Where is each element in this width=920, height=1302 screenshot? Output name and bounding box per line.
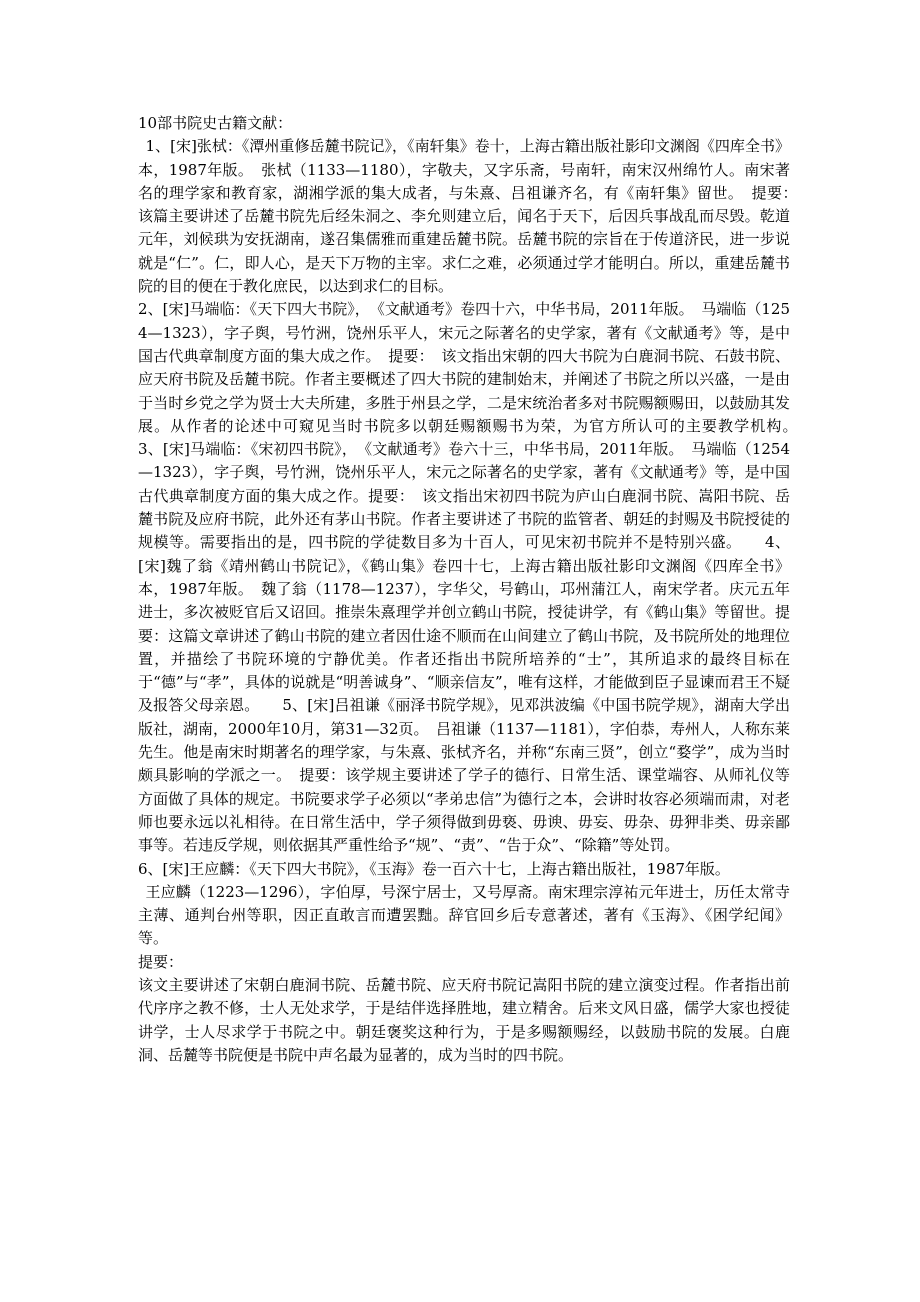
paragraph-entry-6-summary-label: 提要：: [138, 952, 184, 971]
paragraph-entries-2-5: 2、[宋]马端临：《天下四大书院》， 《文献通考》卷四十六，中华书局，2011年版。 马端临（1254—1323），字子舆，号竹洲，饶州乐平人，宋元之际著名的史学家，著有《文献通考》等，是中国古代典章制度方面的集大成之作。 提要： 该文指出宋朝的四大书院为白鹿洞书院、石鼓书院、应天府书院及岳麓书院。作者主要概述了四大书院的建制始末，并阐述了书院之所以兴盛，一是由于当时乡党之学为贤士大夫所建，多胜于州县之学，二是宋统治者多对书院赐额赐田，以鼓励其发展。从作者的论述中可窥见当时书院多以朝廷赐额赐书为荣，为官方所认可的主要教学机构。 3、[宋]马端临：《宋初四书院》， 《文献通考》卷六十三，中华书局，2011年版。 马端临（1254—1323），字子舆，号竹洲，饶州乐平人，宋元之际著名的史学家，著有《文献通考》等，是中国古代典章制度方面的集大成之作。提要： 该文指出宋初四书院为庐山白鹿洞书院、嵩阳书院、岳麓书院及应府书院，此外还有茅山书院。作者主要讲述了书院的监管者、朝廷的封赐及书院授徒的规模等。需要指出的是，四书院的学徒数目多为十百人，可见宋初书院并不是特别兴盛。 4、[宋]魏了翁《靖州鹤山书院记》，《鹤山集》卷四十七，上海古籍出版社影印文渊阁《四库全书》本，1987年版。 魏了翁（1178—1237），字华父，号鹤山，邛州蒲江人，南宋学者。庆元五年进士，多次被贬官后又诏回。推崇朱熹理学并创立鹤山书院，授徒讲学，有《鹤山集》等留世。提要：这篇文章讲述了鹤山书院的建立者因仕途不顺而在山间建立了鹤山书院，及书院所处的地理位置，并描绘了书院环境的宁静优美。作者还指出书院所培养的“士”，其所追求的最终目标在于“德”与“孝”，具体的说就是“明善诚身”、“顺亲信友”，唯有这样，才能做到臣子显谏而君王不疑及报答父母亲恩。 5、[宋]吕祖谦《丽泽书院学规》，见邓洪波编《中国书院学规》，湖南大学出版社，湖南，2000年10月，第31—32页。 吕祖谦（1137—1181），字伯恭，寿州人，人称东莱先生。他是南宋时期著名的理学家，与朱熹、张栻齐名，并称“东南三贤”，创立“婺学”，成为当时颇具影响的学派之一。 提要：该学规主要讲述了学子的德行、日常生活、课堂端容、从师礼仪等方面做了具体的规定。书院要求学子必须以“孝弟忠信”为德行之本，会讲时妆容必须端而肃，对老师也要永远以礼相待。在日常生活中，学子须得做到毋亵、毋谀、毋妄、毋杂、毋狎非类、毋亲鄙事等。若违反学规，则依据其严重性给予“规”、“责”、“告于众”、“除籍”等处罚。: [138, 300, 821, 855]
paragraph-entry-6-title: 6、[宋]王应麟：《天下四大书院》，《玉海》卷一百六十七，上海古籍出版社，1987年版。: [138, 859, 730, 878]
paragraph-entry-6-summary: 该文主要讲述了宋朝白鹿洞书院、岳麓书院、应天府书院记嵩阳书院的建立演变过程。作者指出前代序序之教不修，士人无处求学，于是结伴选择胜地，建立精舍。后来文风日盛，儒学大家也授徒讲学，士人尽求学于书院之中。朝廷褒奖这种行为，于是多赐额赐经，以鼓励书院的发展。白鹿洞、岳麓等书院便是书院中声名最为显著的，成为当时的四书院。: [138, 975, 790, 1064]
document-heading: 10部书院史古籍文献：: [138, 114, 293, 132]
paragraph-entry-6-author: 王应麟（1223—1296），字伯厚，号深宁居士，又号厚斋。南宋理宗淳祐元年进士，历任太常寺主薄、通判台州等职，因正直敢言而遭罢黜。辞官回乡后专意著述，著有《玉海》、《困学纪闻》等。: [138, 882, 790, 948]
paragraph-entry-1: 1、[宋]张栻：《潭州重修岳麓书院记》，《南轩集》卷十，上海古籍出版社影印文渊阁《四库全书》本，1987年版。 张栻（1133—1180），字敬夫，又字乐斋，号南轩，南宋汉州绵竹人。南宋著名的理学家和教育家，湖湘学派的集大成者，与朱熹、吕祖谦齐名，有《南轩集》留世。 提要： 该篇主要讲述了岳麓书院先后经朱洞之、李允则建立后，闻名于天下，后因兵事战乱而尽毁。乾道元年，刘候珙为安抚湖南，遂召集儒雅而重建岳麓书院。岳麓书院的宗旨在于传道济民，进一步说就是“仁”。仁，即人心，是天下万物的主宰。求仁之难，必须通过学才能明白。所以，重建岳麓书院的目的便在于教化庶民，以达到求仁的目标。: [138, 137, 806, 296]
document-body: [138, 112, 821, 1067]
